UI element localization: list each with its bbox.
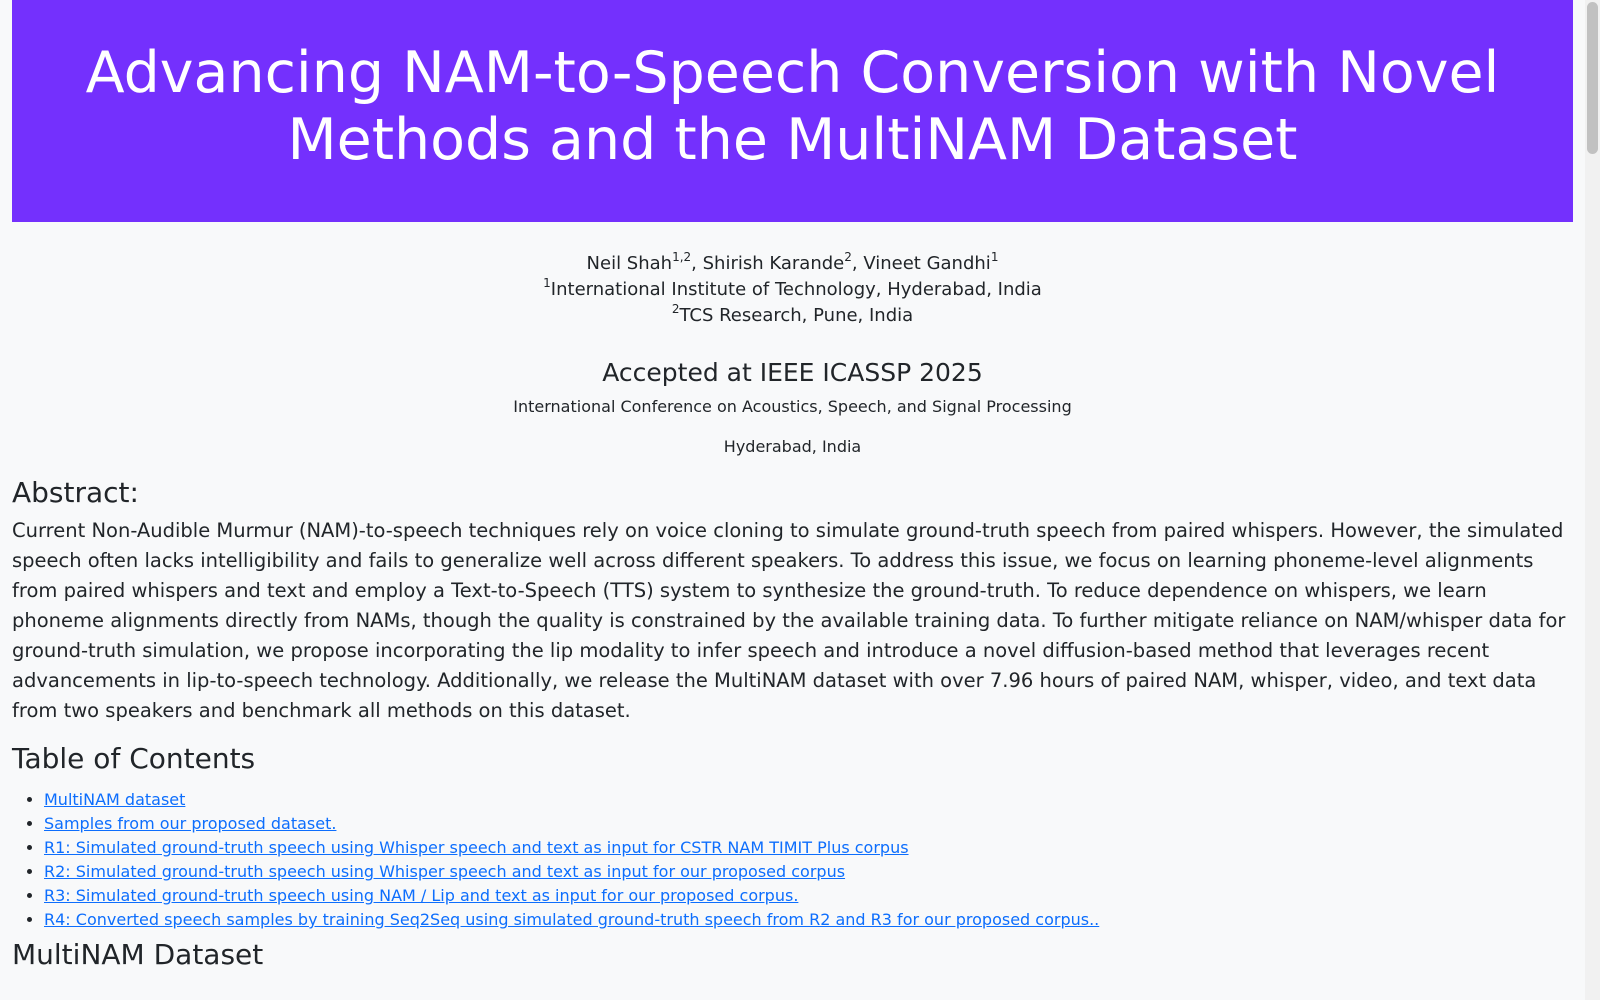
scrollbar-thumb[interactable] [1587,2,1598,154]
toc-link-r2[interactable]: R2: Simulated ground-truth speech using Whisper speech and text as input for our proposed corpus [44,862,846,881]
author-name: Vineet Gandhi [863,253,991,274]
author-line: Neil Shah$^{1,2}$, Shirish Karande$^2$, Vineet Gandhi$^1$ [586,250,999,274]
abstract-heading: Abstract: [12,476,139,509]
author-name: Neil Shah [586,253,673,274]
page-title [12,0,1573,174]
toc-link-r1[interactable]: R1: Simulated ground-truth speech using Whisper speech and text as input for CSTR NAM TIMIT Plus corpus [44,838,909,857]
affiliation-marker: 1 [543,276,551,290]
toc-item [44,836,1573,860]
toc-link-dataset-samples[interactable]: Samples from our proposed dataset. [44,814,337,833]
affiliation-line [12,303,1573,329]
toc-item [44,884,1573,908]
toc-item [44,908,1573,932]
toc-heading: Table of Contents [12,742,256,775]
page-title-line-1: Advancing NAM-to-Speech Conversion with Novel [85,40,1500,106]
affiliation-text: International Institute of Technology, Hyderabad, India [550,279,1042,300]
affiliation-marker: 2 [671,302,680,316]
author-affiliation-marker: 1 [990,250,999,264]
conference-name: International Conference on Acoustics, Speech, and Signal Processing [513,397,1072,416]
page-title-line-2: Methods and the MultiNAM Dataset [287,107,1298,173]
main-content [12,222,1573,972]
multinam-dataset-heading: MultiNAM Dataset [12,938,264,971]
toc-link-r3[interactable]: R3: Simulated ground-truth speech using NAM / Lip and text as input for our proposed corpus. [44,886,799,905]
author-affiliation-marker: 1,2 [672,250,692,264]
toc-link-multinam-dataset[interactable]: MultiNAM dataset [44,790,186,809]
conference-location: Hyderabad, India [723,437,862,456]
abstract-text: Current Non-Audible Murmur (NAM)-to-speech techniques rely on voice cloning to simulate ground-truth speech from paired whispers. However, the simulated speech often lacks intelligibility and fails to generalize well across different speakers. To address this issue, we focus on learning phoneme-level alignments from paired whispers and text and employ a Text-to-Speech (TTS) system to synthesize the ground-truth. To reduce dependence on whispers, we learn phoneme alignments directly from NAMs, though the quality is constrained by the available training data. To further mitigate reliance on NAM/whisper data for ground-truth simulation, we propose incorporating the lip modality to infer speech and introduce a novel diffusion-based method that leverages recent advancements in lip-to-speech technology. Additionally, we release the MultiNAM dataset with over 7.96 hours of paired NAM, whisper, video, and text data from two speakers and benchmark all methods on this dataset. [12,519,1566,722]
author-name: Shirish Karande [702,253,845,274]
vertical-scrollbar[interactable] [1585,0,1600,1000]
toc-list [12,788,1573,932]
venue-heading: Accepted at IEEE ICASSP 2025 [602,358,983,387]
toc-link-r4[interactable]: R4: Converted speech samples by training Seq2Seq using simulated ground-truth speech from R2 and R3 for our proposed corpus.. [44,910,1100,929]
title-banner [12,0,1573,222]
author-affiliation-marker: 2 [844,250,852,264]
affiliation-text: TCS Research, Pune, India [679,305,914,326]
affiliation-line [12,277,1573,303]
toc-item [44,812,1573,836]
toc-item [44,860,1573,884]
author-block [12,251,1573,329]
toc-item [44,788,1573,812]
